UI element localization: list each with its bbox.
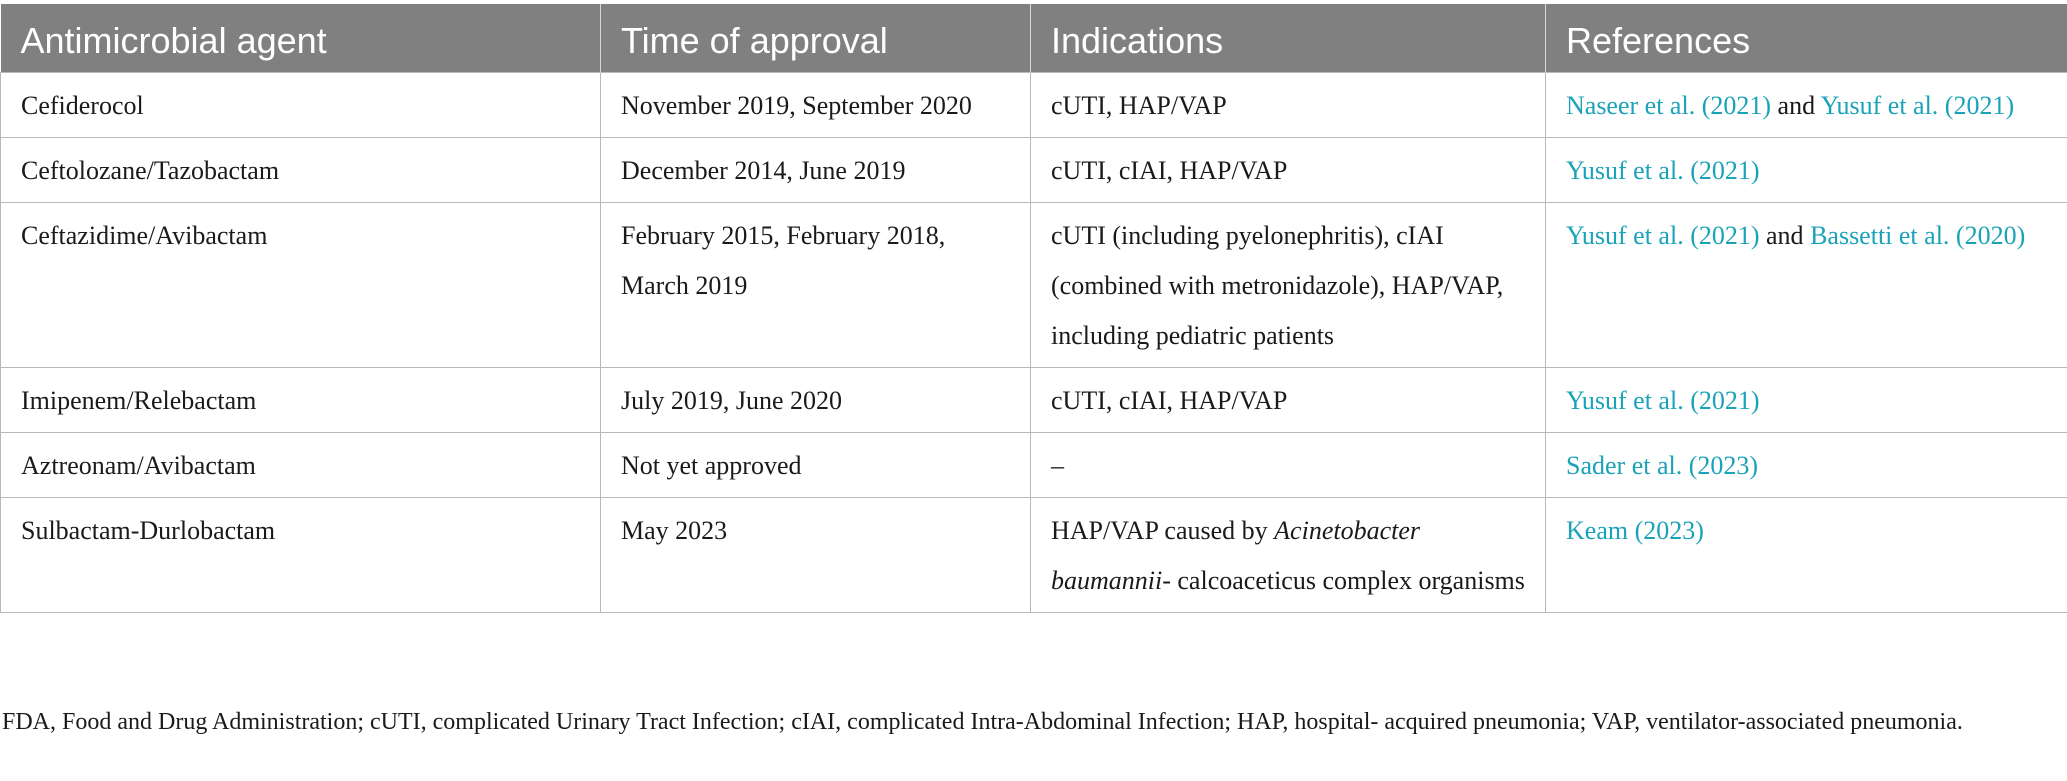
agent-cell: Ceftazidime/Avibactam (1, 202, 601, 367)
indications-cell: cUTI, cIAI, HAP/VAP (1031, 367, 1546, 432)
agent-cell: Imipenem/Relebactam (1, 367, 601, 432)
approval-cell: November 2019, September 2020 (601, 72, 1031, 137)
references-cell (1546, 432, 2067, 497)
reference-link[interactable]: Naseer et al. (2021) (1566, 90, 1772, 120)
table-footnote: FDA, Food and Drug Administration; cUTI, complicated Urinary Tract Infection; cIAI, complicated Intra-Abdominal Infection; HAP, hospital- acquired pneumonia; VAP, ventilator-associated pneumonia. (2, 709, 1963, 735)
approval-cell: July 2019, June 2020 (601, 367, 1031, 432)
header-antimicrobial-agent: Antimicrobial agent (20, 19, 327, 61)
reference-link[interactable]: Bassetti et al. (2020) (1810, 220, 2026, 250)
table-row (1, 367, 2067, 432)
antimicrobial-table-container (0, 4, 2067, 613)
agent-cell: Aztreonam/Avibactam (1, 432, 601, 497)
table-body (1, 72, 2067, 612)
agent-cell: Sulbactam-Durlobactam (1, 497, 601, 612)
indications-cell: – (1031, 432, 1546, 497)
header-row (1, 4, 2067, 72)
reference-link[interactable]: Yusuf et al. (2021) (1566, 155, 1760, 185)
species-name: Acinetobacter baumannii (1051, 515, 1421, 595)
approval-cell: February 2015, February 2018, March 2019 (601, 202, 1031, 367)
reference-link[interactable]: Yusuf et al. (2021) (1820, 90, 2015, 120)
table-row (1, 497, 2067, 612)
approval-cell: May 2023 (601, 497, 1031, 612)
references-cell (1546, 202, 2067, 367)
reference-link[interactable]: Yusuf et al. (2021) (1566, 220, 1760, 250)
reference-link[interactable]: Yusuf et al. (2021) (1566, 385, 1760, 415)
antimicrobial-table (0, 4, 2067, 613)
indications-prefix: HAP/VAP caused by (1051, 515, 1275, 545)
indications-cell (1031, 497, 1546, 612)
table-row (1, 137, 2067, 202)
reference-joiner: and (1759, 220, 1811, 250)
header-time-of-approval: Time of approval (601, 4, 1031, 72)
table-header (1, 4, 2067, 72)
header-references: References (1546, 4, 2067, 72)
reference-joiner: and (1771, 90, 1821, 120)
agent-cell: Cefiderocol (1, 72, 601, 137)
table-row (1, 432, 2067, 497)
reference-link[interactable]: Keam (2023) (1566, 515, 1704, 545)
agent-cell: Ceftolozane/Tazobactam (1, 137, 601, 202)
references-cell (1546, 497, 2067, 612)
table-row (1, 72, 2067, 137)
references-cell (1546, 72, 2067, 137)
header-indications: Indications (1031, 4, 1546, 72)
references-cell (1546, 367, 2067, 432)
approval-cell: Not yet approved (601, 432, 1031, 497)
references-cell (1546, 137, 2067, 202)
approval-cell: December 2014, June 2019 (601, 137, 1031, 202)
indications-cell: cUTI, HAP/VAP (1031, 72, 1546, 137)
table-row (1, 202, 2067, 367)
indications-cell: cUTI, cIAI, HAP/VAP (1031, 137, 1546, 202)
indications-cell: cUTI (including pyelonephritis), cIAI (combined with metronidazole), HAP/VAP, including pediatric patients (1031, 202, 1546, 367)
reference-link[interactable]: Sader et al. (2023) (1566, 450, 1759, 480)
indications-suffix: - calcoaceticus complex organisms (1162, 565, 1525, 595)
